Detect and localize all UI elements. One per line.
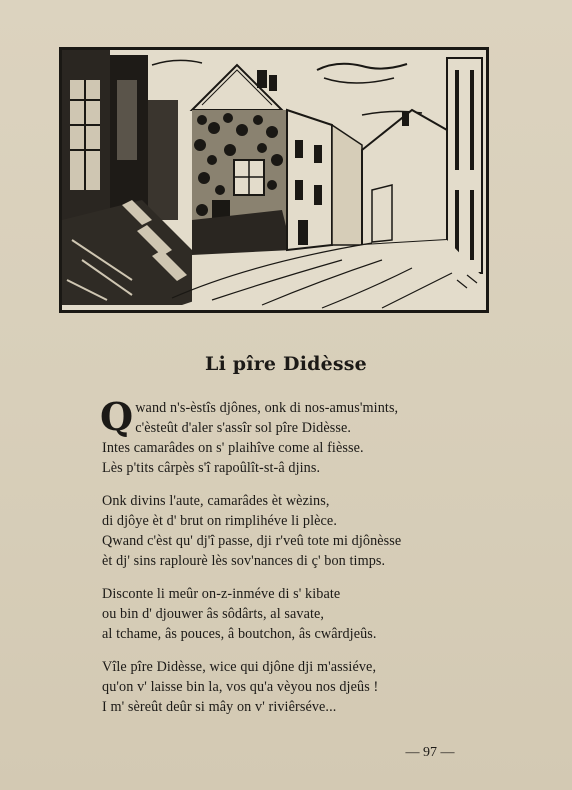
poem-line: èt dj' sins raplourè lès sov'nances di ç' bon timps.: [102, 553, 386, 569]
poem-line: ou bin d' djouwer âs sôdârts, al savate,: [102, 606, 325, 622]
stanza-3: [102, 584, 482, 644]
poem-line: c'èsteût d'aler s'assîr sol pîre Didèsse.: [135, 420, 352, 436]
poem-line: I m' sèreût deûr si mây on v' riviêrséve...: [102, 699, 337, 715]
poem-line: Lès p'tits cârpès s'î rapoûlît-st-â djins.: [102, 460, 321, 476]
line-text: wand n's-èstîs djônes, onk di nos-amus'mints,: [135, 400, 399, 416]
stanza-1: [100, 394, 482, 478]
poem-title: Li pîre Didèsse: [205, 353, 367, 375]
poem-line: Disconte li meûr on-z-inméve di s' kibate: [102, 586, 341, 602]
poem-line: al tchame, âs pouces, â boutchon, âs cwârdjeûs.: [102, 626, 377, 642]
drop-cap: Q: [100, 394, 134, 439]
poem-line: Qwand c'èst qu' dj'î passe, dji r'veû tote mi djônèsse: [102, 533, 402, 549]
stanza-2: [102, 491, 482, 571]
poem-line: Vîle pîre Didèsse, wice qui djône dji m'assiéve,: [102, 659, 377, 675]
poem-line: qu'on v' laisse bin la, vos qu'a vèyou nos djeûs !: [102, 679, 379, 695]
stanza-4: [102, 657, 482, 717]
page-number: — 97 —: [405, 745, 455, 760]
poem-line: Intes camarâdes on s' plaihîve come al fièsse.: [102, 440, 364, 456]
poem-line: di djôye èt d' brut on rimplihéve li plèce.: [102, 513, 337, 529]
street-illustration: [59, 47, 489, 313]
poem-body: [100, 394, 482, 730]
poem-line: Onk divins l'aute, camarâdes èt wèzins,: [102, 493, 330, 509]
woodcut-street-scene: [62, 50, 486, 310]
